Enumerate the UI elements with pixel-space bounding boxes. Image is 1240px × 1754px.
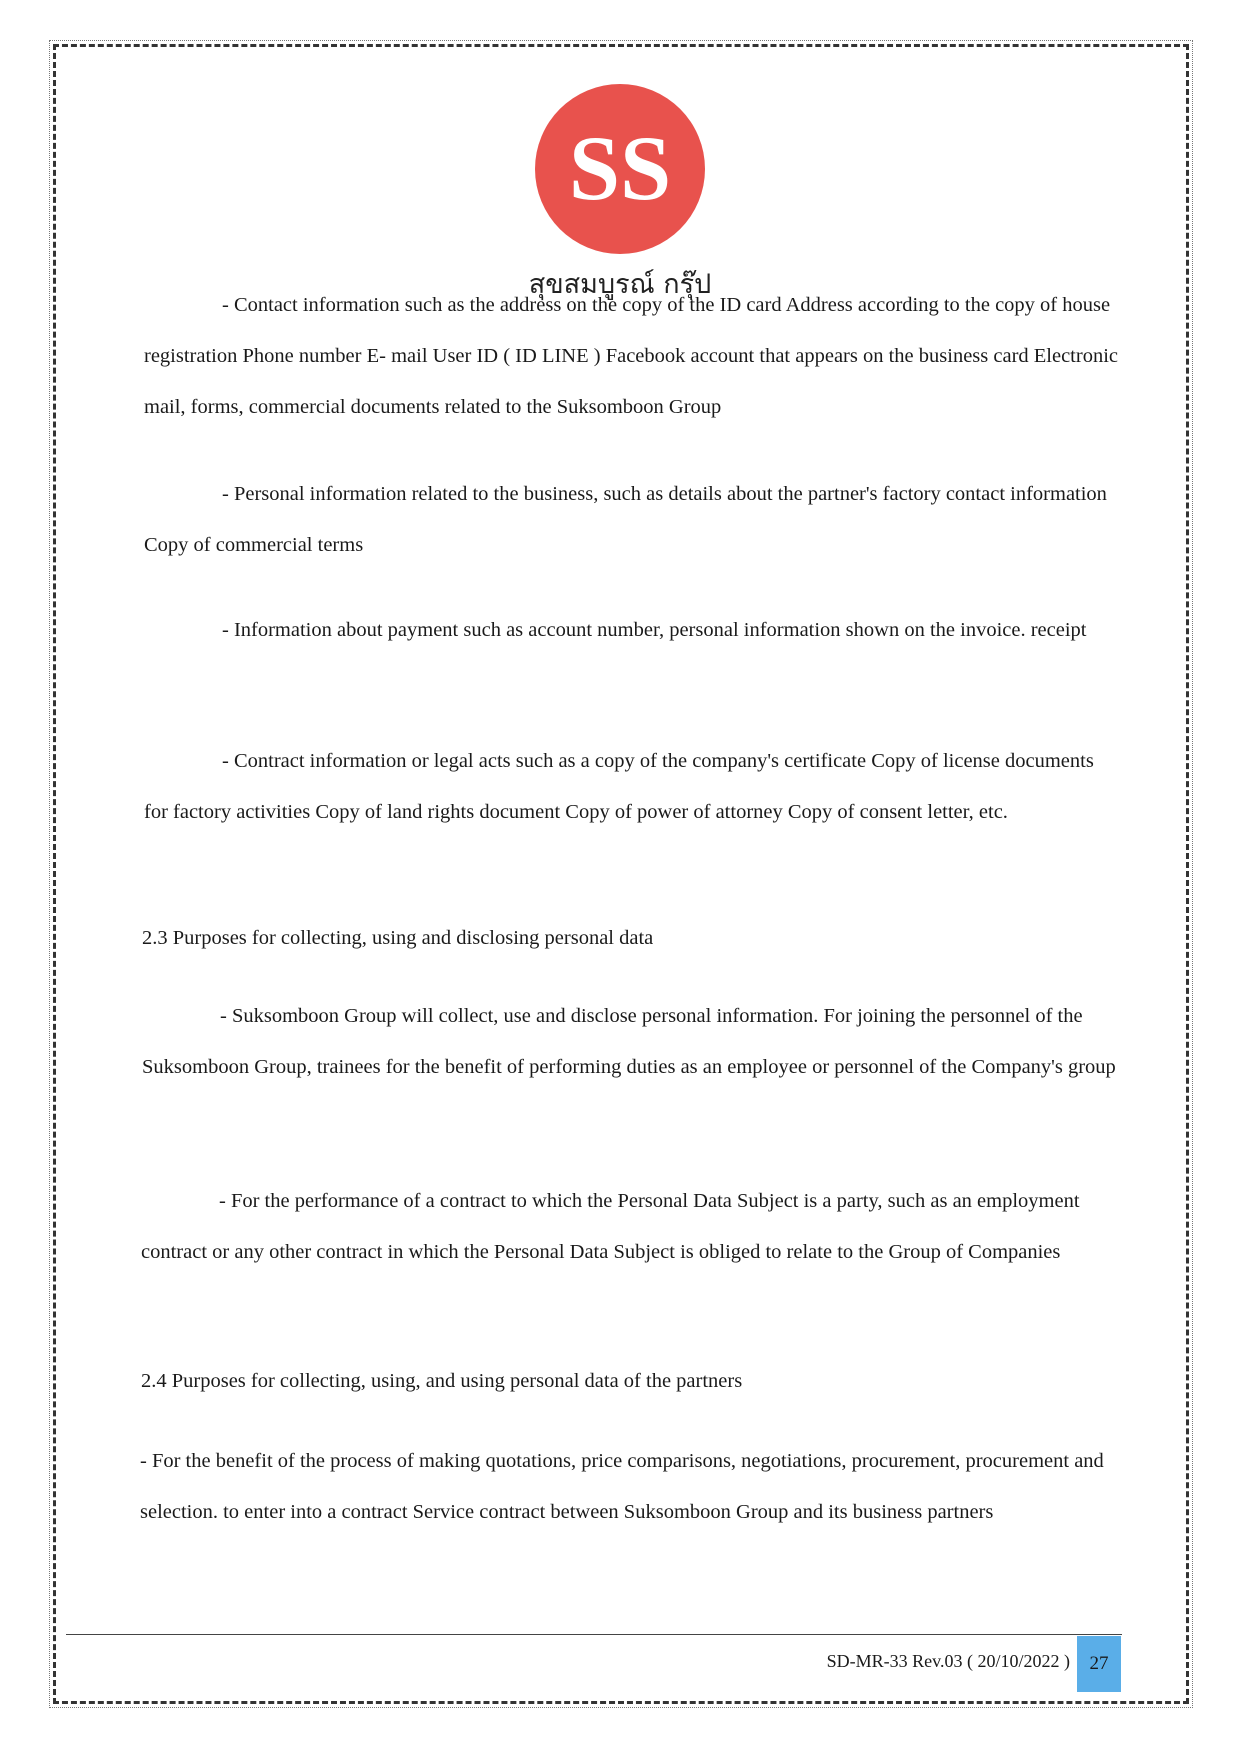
paragraph-payment-info: - Information about payment such as account number, personal information shown on the invoice. receipt <box>222 619 1087 641</box>
paragraph-purpose-partners: - For the benefit of the process of making quotations, price comparisons, negotiations, procurement, procurement and selection. to enter into a contract Service contract between Suksomboon Group and its business partners <box>140 1450 1104 1523</box>
paragraph-purpose-personnel: - Suksomboon Group will collect, use and disclose personal information. For joining the personnel of the Suksomboon Group, trainees for the benefit of performing duties as an employee or personnel of the Company's group <box>142 1005 1116 1078</box>
paragraph-contact-info: - Contact information such as the address on the copy of the ID card Address according to the copy of house registration Phone number E- mail User ID ( ID LINE ) Facebook account that appears on the business card Electronic mail, forms, commercial documents related to the Suksomboon Group <box>144 294 1119 418</box>
footer-divider <box>66 1634 1122 1635</box>
logo-letters: SS <box>568 117 672 219</box>
page-number: 27 <box>1089 1653 1109 1674</box>
company-logo <box>0 84 1240 305</box>
company-name-thai: สุขสมบูรณ์ กรุ๊ป <box>528 269 712 300</box>
page-number-badge <box>1077 1636 1121 1692</box>
ss-logo-icon <box>535 84 705 254</box>
document-code: SD-MR-33 Rev.03 ( 20/10/2022 ) <box>826 1651 1070 1671</box>
paragraph-business-info: - Personal information related to the business, such as details about the partner's factory contact information Copy of commercial terms <box>144 483 1107 556</box>
section-heading-2-3: 2.3 Purposes for collecting, using and disclosing personal data <box>142 927 654 949</box>
paragraph-purpose-contract: - For the performance of a contract to which the Personal Data Subject is a party, such as an employment contract or any other contract in which the Personal Data Subject is obliged to relate to the Group of Companies <box>141 1190 1080 1263</box>
paragraph-contract-info: - Contract information or legal acts such as a copy of the company's certificate Copy of license documents for factory activities Copy of land rights document Copy of power of attorney Copy of consent letter, etc. <box>144 750 1094 823</box>
section-heading-2-4: 2.4 Purposes for collecting, using, and using personal data of the partners <box>141 1370 743 1392</box>
